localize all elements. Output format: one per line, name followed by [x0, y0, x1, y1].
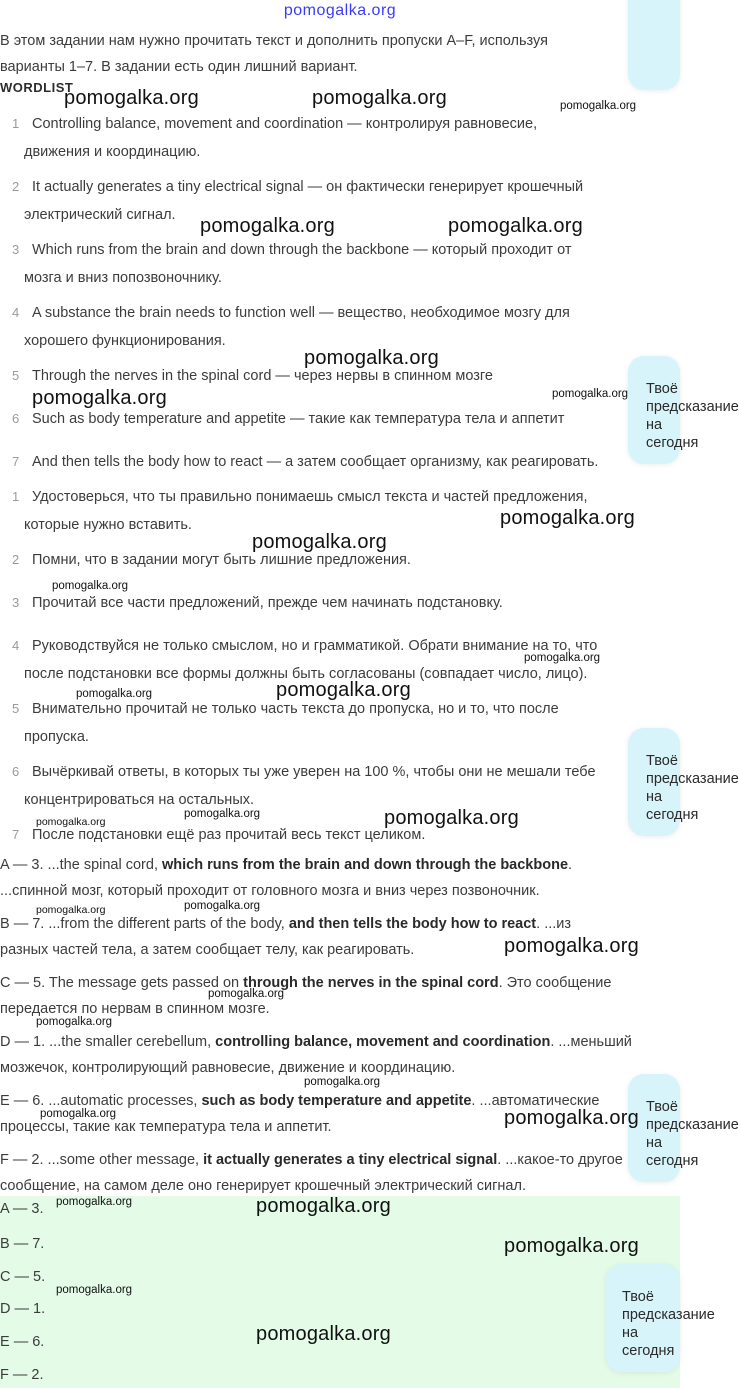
final-answer: D — 1. — [0, 1301, 46, 1317]
answer-prefix: E — 6. ...automatic processes, — [0, 1093, 202, 1109]
watermark: pomogalka.org — [560, 100, 637, 112]
wordlist-item — [12, 236, 672, 292]
final-answer: B — 7. — [0, 1236, 45, 1252]
tip-text-cont: концентрироваться на остальных. — [24, 792, 255, 808]
answer-prefix: A — 3. ...the spinal cord, — [0, 857, 162, 873]
prediction-bubble[interactable] — [628, 0, 680, 90]
watermark: pomogalka.org — [304, 1076, 381, 1088]
tip-number: 1 — [12, 489, 20, 504]
item-number: 3 — [12, 242, 20, 257]
tip-text: После подстановки ещё раз прочитай весь текст целиком. — [32, 827, 426, 843]
tip-text-cont: после подстановки все формы должны быть согласованы (совпадает число, лицо). — [24, 666, 588, 682]
tip-number: 5 — [12, 701, 20, 716]
final-answer: E — 6. — [0, 1334, 45, 1350]
answer-prefix: D — 1. ...the smaller cerebellum, — [0, 1034, 216, 1050]
answer-translation: разных частей тела, а затем сообщает телу, как реагировать. — [0, 942, 415, 958]
wordlist-heading: WORDLIST — [0, 80, 74, 95]
tip-number: 3 — [12, 595, 20, 610]
watermark: pomogalka.org — [256, 1195, 391, 1217]
answer-phrase: which runs from the brain and down through the backbone — [162, 857, 569, 873]
answer-explanation — [0, 970, 676, 1022]
answer-translation: мозжечок, контролирующий равновесие, движение и координацию. — [0, 1060, 456, 1076]
watermark: pomogalka.org — [252, 531, 387, 553]
answer-explanation — [0, 852, 676, 904]
answer-translation: процессы, такие как температура тела и аппетит. — [0, 1119, 332, 1135]
tip-text: Внимательно прочитай не только часть текста до пропуска, но и то, что после — [32, 701, 559, 717]
intro-line-1: В этом задании нам нужно прочитать текст и дополнить пропуски A–F, используя — [0, 33, 548, 49]
bubble-line-3: на сегодня — [646, 789, 699, 823]
tip-item — [12, 758, 672, 814]
watermark: pomogalka.org — [552, 388, 629, 400]
answer-translation: ...спинной мозг, который проходит от головного мозга и вниз через позвоночник. — [0, 883, 540, 899]
tip-item — [12, 589, 672, 617]
watermark: pomogalka.org — [32, 387, 167, 409]
bubble-line-1: Твоё — [646, 381, 678, 397]
watermark: pomogalka.org — [256, 1323, 391, 1345]
answer-prefix: B — 7. ...from the different parts of the body, — [0, 916, 289, 932]
wordlist-item — [12, 110, 672, 166]
watermark: pomogalka.org — [184, 808, 261, 820]
watermark: pomogalka.org — [384, 807, 519, 829]
tip-number: 2 — [12, 552, 20, 567]
watermark: pomogalka.org — [40, 1108, 117, 1120]
tip-text: Прочитай все части предложений, прежде чем начинать подстановку. — [32, 595, 503, 611]
answer-prefix: F — 2. ...some other message, — [0, 1152, 204, 1168]
bubble-line-2: предсказание — [646, 399, 739, 415]
prediction-bubble[interactable] — [628, 356, 739, 464]
answer-phrase: such as body temperature and appetite — [201, 1093, 472, 1109]
item-text: Which runs from the brain and down through the backbone — который проходит от — [32, 242, 572, 258]
answer-phrase: it actually generates a tiny electrical signal — [203, 1152, 498, 1168]
bubble-line-3: на сегодня — [646, 1135, 699, 1169]
watermark: pomogalka.org — [52, 580, 129, 592]
watermark: pomogalka.org — [504, 935, 639, 957]
watermark: pomogalka.org — [76, 688, 153, 700]
final-answer: C — 5. — [0, 1269, 46, 1285]
tip-number: 6 — [12, 764, 20, 779]
item-text-cont: электрический сигнал. — [24, 207, 176, 223]
item-text: It actually generates a tiny electrical signal — он фактически генерирует крошечный — [32, 179, 584, 195]
bubble-line-3: на сегодня — [646, 417, 699, 451]
watermark: pomogalka.org — [200, 215, 335, 237]
bubble-line-1: Твоё — [646, 753, 678, 769]
item-number: 2 — [12, 179, 20, 194]
item-text: And then tells the body how to react — а затем сообщает организму, как реагировать. — [32, 454, 599, 470]
item-text-cont: хорошего функционирования. — [24, 333, 226, 349]
answer-phrase: through the nerves in the spinal cord — [243, 975, 499, 991]
watermark: pomogalka.org — [36, 904, 106, 916]
tip-number: 4 — [12, 638, 20, 653]
bubble-line-1: Твоё — [646, 1099, 678, 1115]
prediction-bubble[interactable] — [606, 1264, 715, 1372]
bubble-line-1: Твоё — [622, 1289, 654, 1305]
watermark: pomogalka.org — [36, 1016, 113, 1028]
tip-item — [12, 695, 672, 751]
answer-phrase: and then tells the body how to react — [288, 916, 537, 932]
tip-number: 7 — [12, 827, 20, 842]
answer-suffix: . ...какое-то другое — [497, 1152, 623, 1168]
answer-explanation — [0, 1029, 676, 1081]
tip-item — [12, 821, 672, 849]
item-text-cont: движения и координацию. — [24, 144, 201, 160]
watermark: pomogalka.org — [64, 87, 199, 109]
tip-text: Вычёркивай ответы, в которых ты уже уверен на 100 %, чтобы они не мешали тебе — [32, 764, 596, 780]
watermark: pomogalka.org — [524, 652, 601, 664]
bubble-line-2: предсказание — [646, 771, 739, 787]
watermark: pomogalka.org — [448, 215, 583, 237]
watermark: pomogalka.org — [56, 1196, 133, 1208]
tip-text-cont: которые нужно вставить. — [24, 517, 192, 533]
tip-text: Помни, что в задании могут быть лишние предложения. — [32, 552, 411, 568]
watermark: pomogalka.org — [56, 1284, 133, 1296]
answer-suffix: . Это сообщение — [498, 975, 612, 991]
bubble-line-2: предсказание — [622, 1307, 715, 1323]
answer-suffix: . ...меньший — [550, 1034, 632, 1050]
watermark: pomogalka.org — [184, 900, 261, 912]
watermark: pomogalka.org — [36, 816, 106, 828]
watermark: pomogalka.org — [208, 988, 285, 1000]
task-intro — [0, 28, 640, 80]
item-number: 7 — [12, 454, 20, 469]
prediction-bubble[interactable] — [628, 728, 739, 836]
tip-text: Руководствуйся не только смыслом, но и грамматикой. Обрати внимание на то, что — [32, 638, 598, 654]
watermark: pomogalka.org — [504, 1107, 639, 1129]
answer-translation: передается по нервам в спинном мозге. — [0, 1001, 270, 1017]
item-number: 1 — [12, 116, 20, 131]
item-number: 6 — [12, 411, 20, 426]
watermark: pomogalka.org — [504, 1235, 639, 1257]
answer-translation: сообщение, на самом деле оно генерирует крошечный электрический сигнал. — [0, 1178, 526, 1194]
bubble-line-2: предсказание — [646, 1117, 739, 1133]
item-text: Controlling balance, movement and coordination — контролируя равновесие, — [32, 116, 538, 132]
tip-text-cont: пропуска. — [24, 729, 89, 745]
answer-prefix: C — 5. The message gets passed on — [0, 975, 244, 991]
answer-suffix: . ...из — [536, 916, 572, 932]
item-text-cont: мозга и вниз попозвоночнику. — [24, 270, 222, 286]
watermark: pomogalka.org — [276, 679, 411, 701]
item-text: A substance the brain needs to function well — вещество, необходимое мозгу для — [32, 305, 570, 321]
item-number: 5 — [12, 368, 20, 383]
answer-suffix: . ...автоматические — [471, 1093, 600, 1109]
watermark: pomogalka.org — [312, 87, 447, 109]
item-number: 4 — [12, 305, 20, 320]
wordlist-item — [12, 448, 672, 476]
answer-suffix: . — [568, 857, 573, 873]
item-text: Through the nerves in the spinal cord — через нервы в спинном мозге — [32, 368, 493, 384]
answer-explanation — [0, 1147, 676, 1199]
final-answer: A — 3. — [0, 1201, 44, 1217]
watermark: pomogalka.org — [304, 347, 439, 369]
intro-line-2: варианты 1–7. В задании есть один лишний вариант. — [0, 59, 358, 75]
final-answer: F — 2. — [0, 1367, 44, 1383]
watermark: pomogalka.org — [500, 507, 635, 529]
answer-phrase: controlling balance, movement and coordination — [215, 1034, 551, 1050]
bubble-line-3: на сегодня — [622, 1325, 675, 1359]
site-watermark: pomogalka.org — [283, 2, 397, 19]
item-text: Such as body temperature and appetite — такие как температура тела и аппетит — [32, 411, 565, 427]
tip-text: Удостоверься, что ты правильно понимаешь смысл текста и частей предложения, — [32, 489, 588, 505]
